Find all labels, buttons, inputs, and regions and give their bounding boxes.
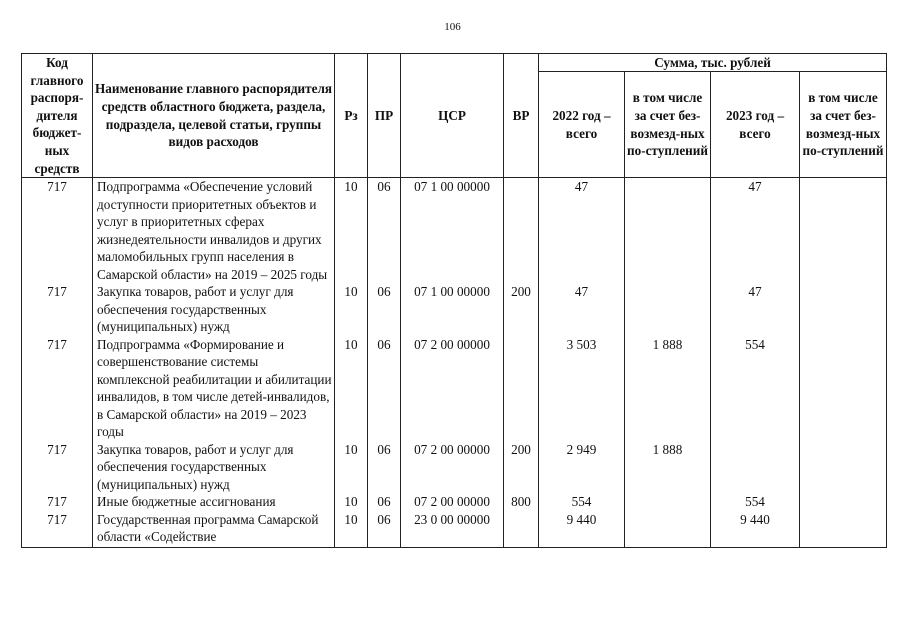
header-rz: Рз xyxy=(335,54,368,178)
cell-csr: 23 0 00 00000 xyxy=(401,511,504,548)
cell-2023-grants xyxy=(800,493,887,511)
cell-2022-grants xyxy=(625,511,711,548)
cell-2023-grants xyxy=(800,336,887,441)
table-row xyxy=(22,493,887,511)
cell-2023-total xyxy=(711,441,800,494)
cell-2022-grants xyxy=(625,178,711,284)
cell-2023-total: 554 xyxy=(711,336,800,441)
cell-rz: 10 xyxy=(335,493,368,511)
cell-2023-grants xyxy=(800,283,887,336)
cell-2022-total: 47 xyxy=(539,178,625,284)
header-2022-grants: в том числе за счет без-возмезд-ных по-ступлений xyxy=(625,72,711,178)
cell-2023-grants xyxy=(800,178,887,284)
table-row xyxy=(22,511,887,548)
page-number: 106 xyxy=(444,21,461,33)
cell-pr: 06 xyxy=(368,441,401,494)
cell-2023-total: 47 xyxy=(711,178,800,284)
cell-name: Иные бюджетные ассигнования xyxy=(93,493,335,511)
cell-csr: 07 1 00 00000 xyxy=(401,283,504,336)
cell-pr: 06 xyxy=(368,336,401,441)
cell-vr xyxy=(504,178,539,284)
cell-csr: 07 2 00 00000 xyxy=(401,336,504,441)
cell-2022-grants: 1 888 xyxy=(625,336,711,441)
cell-2022-grants xyxy=(625,283,711,336)
cell-2022-total: 2 949 xyxy=(539,441,625,494)
cell-rz: 10 xyxy=(335,283,368,336)
cell-vr: 200 xyxy=(504,441,539,494)
header-csr: ЦСР xyxy=(401,54,504,178)
cell-pr: 06 xyxy=(368,493,401,511)
cell-2023-grants xyxy=(800,441,887,494)
cell-code: 717 xyxy=(22,336,93,441)
cell-2023-grants xyxy=(800,511,887,548)
cell-name: Закупка товаров, работ и услуг для обеспечения государственных (муниципальных) нужд xyxy=(93,441,335,494)
table-body xyxy=(22,178,887,548)
cell-rz: 10 xyxy=(335,511,368,548)
table-row xyxy=(22,441,887,494)
table-row xyxy=(22,283,887,336)
cell-2022-total: 554 xyxy=(539,493,625,511)
cell-code: 717 xyxy=(22,283,93,336)
cell-pr: 06 xyxy=(368,511,401,548)
cell-code: 717 xyxy=(22,441,93,494)
cell-vr xyxy=(504,336,539,441)
cell-vr: 800 xyxy=(504,493,539,511)
header-name: Наименование главного распорядителя средств областного бюджета, раздела, подраздела, целевой статьи, группы видов расходов xyxy=(93,54,335,178)
cell-vr: 200 xyxy=(504,283,539,336)
header-2022-total: 2022 год – всего xyxy=(539,72,625,178)
header-2023-total: 2023 год – всего xyxy=(711,72,800,178)
cell-name: Государственная программа Самарской области «Содействие xyxy=(93,511,335,548)
table-header xyxy=(22,54,887,178)
table-row xyxy=(22,178,887,284)
cell-name: Подпрограмма «Обеспечение условий доступности приоритетных объектов и услуг в приоритетных сферах жизнедеятельности инвалидов и других маломобильных групп населения в Самарской области» на 2019 – 2025 годы xyxy=(93,178,335,284)
header-vr: ВР xyxy=(504,54,539,178)
cell-2022-total: 9 440 xyxy=(539,511,625,548)
header-sum: Сумма, тыс. рублей xyxy=(539,54,887,72)
table-row xyxy=(22,336,887,441)
cell-pr: 06 xyxy=(368,283,401,336)
cell-2023-total: 47 xyxy=(711,283,800,336)
cell-vr xyxy=(504,511,539,548)
header-2023-grants: в том числе за счет без-возмезд-ных по-ступлений xyxy=(800,72,887,178)
cell-csr: 07 1 00 00000 xyxy=(401,178,504,284)
cell-code: 717 xyxy=(22,493,93,511)
cell-name: Закупка товаров, работ и услуг для обеспечения государственных (муниципальных) нужд xyxy=(93,283,335,336)
cell-2022-total: 3 503 xyxy=(539,336,625,441)
cell-csr: 07 2 00 00000 xyxy=(401,493,504,511)
cell-2023-total: 9 440 xyxy=(711,511,800,548)
cell-2022-total: 47 xyxy=(539,283,625,336)
cell-2023-total: 554 xyxy=(711,493,800,511)
cell-code: 717 xyxy=(22,178,93,284)
header-pr: ПР xyxy=(368,54,401,178)
header-code: Код главного распоря-дителя бюджет-ных средств xyxy=(22,54,93,178)
cell-csr: 07 2 00 00000 xyxy=(401,441,504,494)
cell-code: 717 xyxy=(22,511,93,548)
cell-2022-grants: 1 888 xyxy=(625,441,711,494)
cell-2022-grants xyxy=(625,493,711,511)
cell-rz: 10 xyxy=(335,336,368,441)
cell-rz: 10 xyxy=(335,441,368,494)
cell-rz: 10 xyxy=(335,178,368,284)
budget-table xyxy=(21,53,887,548)
cell-name: Подпрограмма «Формирование и совершенствование системы комплексной реабилитации и абилитации инвалидов, в том числе детей-инвалидов, в Самарской области» на 2019 – 2023 годы xyxy=(93,336,335,441)
cell-pr: 06 xyxy=(368,178,401,284)
